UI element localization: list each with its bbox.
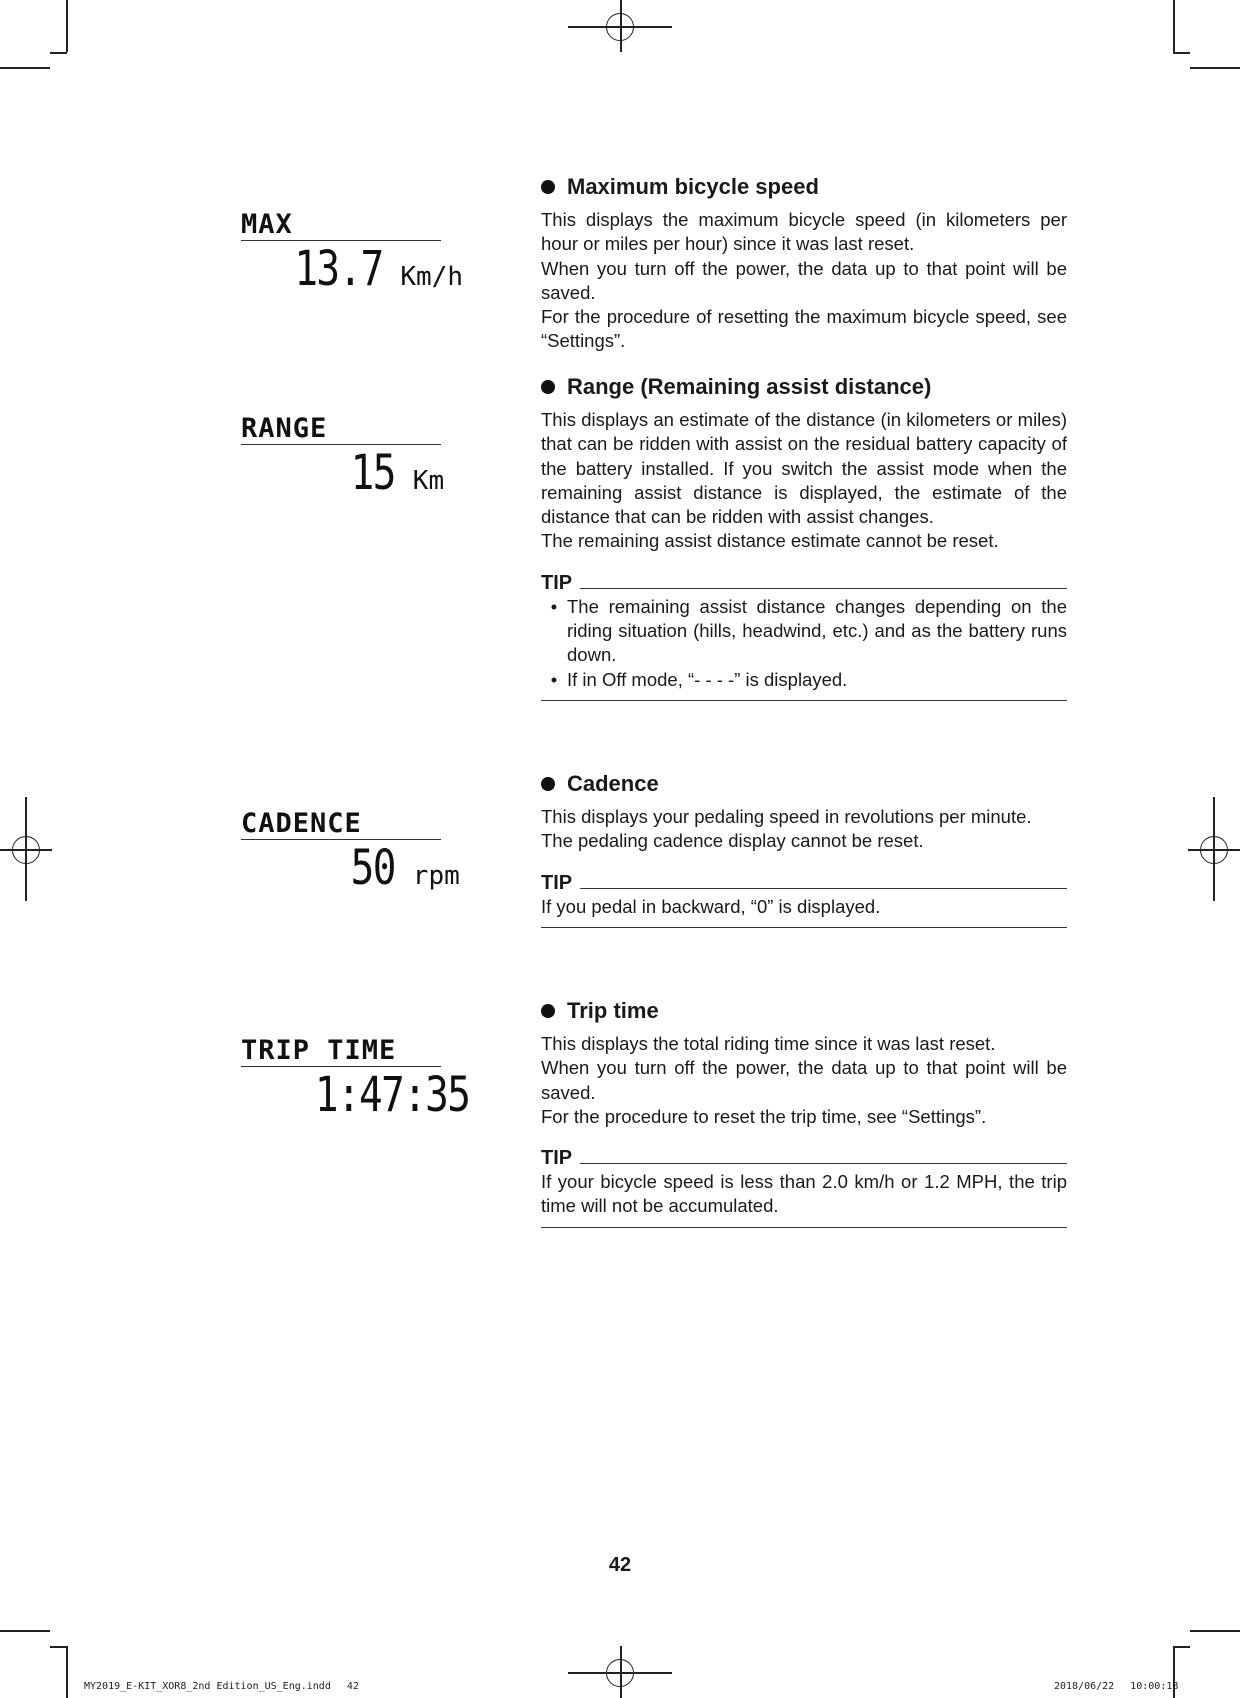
section-max-speed [541,174,1067,354]
section-heading [541,174,1067,200]
paragraph: When you turn off the power, the data up to that point will be saved. [541,1057,1067,1103]
paragraph: The pedaling cadence display cannot be reset. [541,830,924,852]
tip-box [541,572,1067,701]
section-heading [541,374,1067,400]
tip-box [541,872,1067,928]
tip-label: TIP [541,1147,573,1170]
section-cadence [541,771,1067,928]
section-heading [541,998,1067,1024]
tip-item [541,668,1067,692]
tip-rule [580,888,1067,889]
footer-timestamp: 2018/06/22 10:00:18 [1054,1681,1179,1692]
tip-box [541,1147,1067,1228]
bullet-icon [541,180,555,194]
paragraph: For the procedure of resetting the maximum bicycle speed, see “Settings”. [541,306,1067,352]
bullet-icon [541,1004,555,1018]
tip-end-rule [541,1227,1067,1228]
section-range [541,374,1067,701]
bullet-icon [541,777,555,791]
lcd-range-display [241,414,463,501]
tip-rule [580,588,1067,589]
heading-text: Trip time [567,998,659,1023]
lcd-title: RANGE [241,414,441,445]
lcd-value: 13.7 [294,241,383,297]
page-number: 42 [608,1554,632,1576]
paragraph: This displays the total riding time since it was last reset. [541,1033,996,1054]
tip-text: If your bicycle speed is less than 2.0 km/h or 1.2 MPH, the trip time will not be accumulated. [541,1171,1067,1217]
lcd-unit: Km [412,466,445,496]
lcd-trip-time-display [241,1035,470,1123]
bullet-icon [541,380,555,394]
paragraph: This displays your pedaling speed in revolutions per minute. [541,806,1032,827]
heading-text: Cadence [567,771,659,796]
bullet-icon: • [550,595,558,617]
paragraph: When you turn off the power, the data up to that point will be saved. [541,257,1067,303]
tip-label: TIP [541,571,573,594]
tip-end-rule [541,700,1067,701]
tip-item-text: If in Off mode, “- - - -” is displayed. [567,668,848,690]
tip-text: If you pedal in backward, “0” is displayed. [541,895,881,917]
lcd-value: 15 [350,445,395,501]
lcd-title: MAX [241,210,441,241]
lcd-cadence-display [241,809,463,896]
lcd-unit: rpm [412,861,460,891]
section-heading [541,771,1067,797]
lcd-value: 50 [350,840,395,896]
paragraph: For the procedure to reset the trip time, see “Settings”. [541,1105,987,1127]
bullet-icon: • [550,668,558,690]
section-trip-time [541,998,1067,1228]
paragraph: The remaining assist distance estimate cannot be reset. [541,530,999,552]
paragraph: This displays the maximum bicycle speed (in kilometers per hour or miles per hour) since it was last reset. [541,209,1067,255]
footer-file: MY2019_E-KIT_XOR8_2nd Edition_US_Eng.indd 42 [84,1681,359,1692]
tip-rule [580,1163,1067,1164]
tip-item-text: The remaining assist distance changes depending on the riding situation (hills, headwind, etc.) and as the battery runs down. [567,595,1067,666]
lcd-max-display [241,210,463,297]
tip-item [541,595,1067,668]
heading-text: Range (Remaining assist distance) [567,374,932,399]
lcd-title: CADENCE [241,809,441,840]
lcd-unit: Km/h [400,262,463,292]
paragraph: This displays an estimate of the distance (in kilometers or miles) that can be ridden with assist on the residual battery capacity of the battery installed. If you switch the assist mode when the remaining assist distance is displayed, the estimate of the distance that can be ridden with assist changes. [541,409,1067,528]
tip-label: TIP [541,871,573,894]
lcd-value: 1:47:35 [314,1067,470,1123]
heading-text: Maximum bicycle speed [567,174,819,199]
tip-end-rule [541,927,1067,928]
lcd-title: TRIP TIME [241,1036,441,1067]
